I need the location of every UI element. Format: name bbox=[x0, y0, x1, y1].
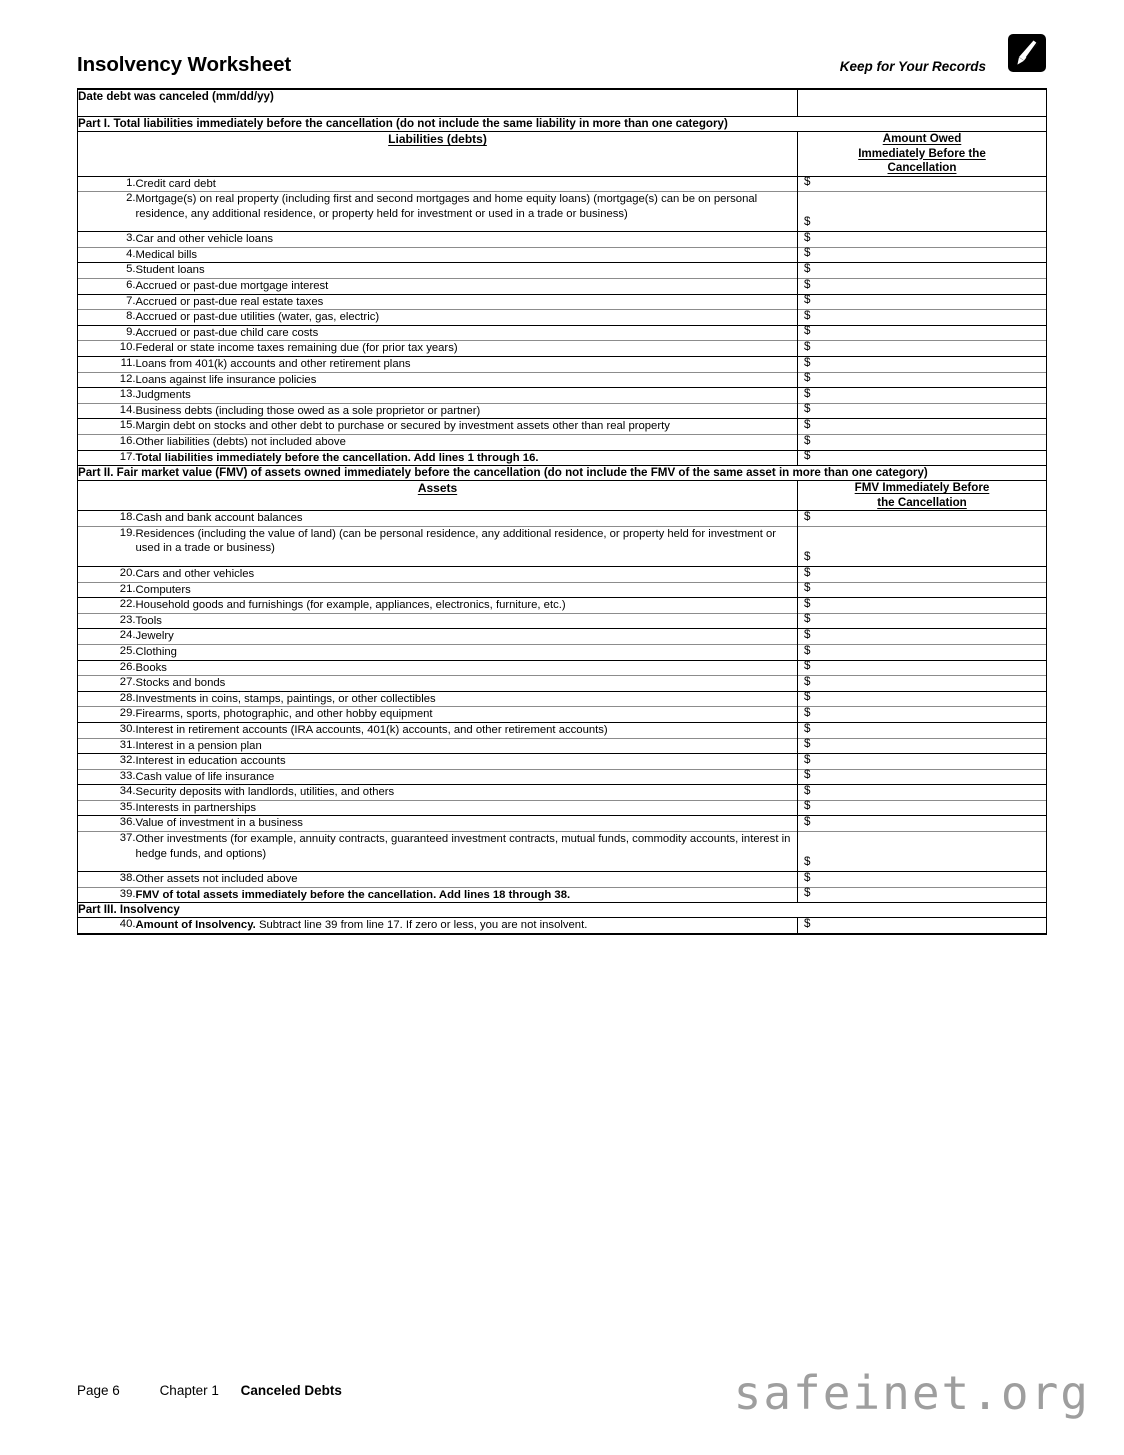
table-row bbox=[78, 738, 1047, 754]
line-number: 17. bbox=[78, 450, 136, 466]
dollar-sign: $ bbox=[804, 340, 811, 354]
line-description: Other assets not included above bbox=[136, 872, 798, 888]
table-row bbox=[78, 629, 1047, 645]
part3-banner: Part III. Insolvency bbox=[78, 903, 1047, 918]
line-number: 12. bbox=[78, 372, 136, 388]
table-row bbox=[78, 887, 1047, 903]
part1-liabilities-header bbox=[78, 132, 798, 177]
line-description: Mortgage(s) on real property (including first and second mortgages and home equity loans) (mortgage(s) can be on personal residence, any additional residence, or property held for investment or used in a trade or business) bbox=[136, 192, 798, 232]
dollar-sign: $ bbox=[804, 627, 811, 641]
line-number: 38. bbox=[78, 872, 136, 888]
dollar-sign: $ bbox=[804, 737, 811, 751]
date-canceled-label: Date debt was canceled (mm/dd/yy) bbox=[78, 89, 798, 117]
line-number: 7. bbox=[78, 294, 136, 310]
dollar-sign: $ bbox=[804, 596, 811, 610]
amount-input-p1-7[interactable] bbox=[798, 294, 1047, 310]
footer-chapter: Chapter 1 bbox=[159, 1383, 219, 1398]
part3-banner-row bbox=[78, 903, 1047, 918]
part1-amount-header-line-1: Amount Owed bbox=[882, 132, 962, 145]
line-number: 32. bbox=[78, 754, 136, 770]
line-description: Clothing bbox=[136, 644, 798, 660]
line-description: Residences (including the value of land) (can be personal residence, any additional residence, or property held for investment or used in a trade or business) bbox=[136, 526, 798, 566]
part2-assets-header bbox=[78, 481, 798, 511]
amount-input-p2-34[interactable] bbox=[798, 785, 1047, 801]
amount-input-p2-30[interactable] bbox=[798, 722, 1047, 738]
line-description: FMV of total assets immediately before the cancellation. Add lines 18 through 38. bbox=[136, 887, 798, 903]
dollar-sign: $ bbox=[804, 324, 811, 338]
table-row bbox=[78, 247, 1047, 263]
line-number: 31. bbox=[78, 738, 136, 754]
line-number: 14. bbox=[78, 403, 136, 419]
insolvency-worksheet-table bbox=[77, 88, 1047, 935]
amount-input-p2-36[interactable] bbox=[798, 816, 1047, 832]
amount-input-p2-38[interactable] bbox=[798, 872, 1047, 888]
dollar-sign: $ bbox=[804, 371, 811, 385]
dollar-sign: $ bbox=[804, 855, 811, 869]
line-number: 10. bbox=[78, 341, 136, 357]
line-number: 15. bbox=[78, 419, 136, 435]
line-number: 34. bbox=[78, 785, 136, 801]
line-number: 9. bbox=[78, 325, 136, 341]
table-row bbox=[78, 676, 1047, 692]
line-number: 35. bbox=[78, 800, 136, 816]
dollar-sign: $ bbox=[804, 612, 811, 626]
table-row bbox=[78, 435, 1047, 451]
amount-input-p1-15[interactable] bbox=[798, 419, 1047, 435]
line-description: Cash value of life insurance bbox=[136, 769, 798, 785]
line-number: 5. bbox=[78, 263, 136, 279]
line-description: Loans from 401(k) accounts and other retirement plans bbox=[136, 357, 798, 373]
dollar-sign: $ bbox=[804, 175, 811, 189]
line-number: 8. bbox=[78, 310, 136, 326]
part1-banner-row bbox=[78, 117, 1047, 132]
table-row bbox=[78, 785, 1047, 801]
table-row bbox=[78, 691, 1047, 707]
table-row bbox=[78, 613, 1047, 629]
dollar-sign: $ bbox=[804, 355, 811, 369]
dollar-sign: $ bbox=[804, 565, 811, 579]
watermark: safeinet.org bbox=[733, 1366, 1090, 1420]
line40-lead: Amount of Insolvency. bbox=[135, 919, 256, 932]
table-row bbox=[78, 357, 1047, 373]
amount-input-p2-29[interactable] bbox=[798, 707, 1047, 723]
dollar-sign: $ bbox=[804, 783, 811, 797]
table-row bbox=[78, 707, 1047, 723]
line-number: 20. bbox=[78, 566, 136, 582]
dollar-sign: $ bbox=[804, 674, 811, 688]
line-number: 16. bbox=[78, 435, 136, 451]
part2-assets-header-text: Assets bbox=[417, 481, 458, 496]
amount-input-p1-13[interactable] bbox=[798, 388, 1047, 404]
table-row bbox=[78, 582, 1047, 598]
dollar-sign: $ bbox=[804, 705, 811, 719]
line-number: 33. bbox=[78, 769, 136, 785]
amount-input-p2-27[interactable] bbox=[798, 676, 1047, 692]
amount-input-p1-6[interactable] bbox=[798, 279, 1047, 295]
table-row bbox=[78, 800, 1047, 816]
footer-page-number: Page 6 bbox=[77, 1383, 120, 1398]
amount-input-p1-17[interactable] bbox=[798, 450, 1047, 466]
line-number: 24. bbox=[78, 629, 136, 645]
line-description: Jewelry bbox=[136, 629, 798, 645]
page-title: Insolvency Worksheet bbox=[77, 53, 292, 76]
table-row bbox=[78, 832, 1047, 872]
amount-input-p1-14[interactable] bbox=[798, 403, 1047, 419]
line-number: 36. bbox=[78, 816, 136, 832]
line-description: Books bbox=[136, 660, 798, 676]
table-row bbox=[78, 372, 1047, 388]
line-description: Medical bills bbox=[136, 247, 798, 263]
dollar-sign: $ bbox=[804, 386, 811, 400]
keep-for-records-note: Keep for Your Records bbox=[839, 59, 986, 74]
line-description: Other liabilities (debts) not included above bbox=[136, 435, 798, 451]
part2-fmv-header-line-1: FMV Immediately Before bbox=[854, 481, 990, 495]
amount-input-p2-37[interactable] bbox=[798, 832, 1047, 872]
dollar-sign: $ bbox=[804, 549, 811, 563]
line-number: 25. bbox=[78, 644, 136, 660]
line-description: Accrued or past-due mortgage interest bbox=[136, 279, 798, 295]
line-number: 28. bbox=[78, 691, 136, 707]
amount-input-p1-4[interactable] bbox=[798, 247, 1047, 263]
line-number: 40. bbox=[78, 918, 136, 934]
dollar-sign: $ bbox=[804, 886, 811, 900]
line-description: Federal or state income taxes remaining due (for prior tax years) bbox=[136, 341, 798, 357]
line-description: Stocks and bonds bbox=[136, 676, 798, 692]
dollar-sign: $ bbox=[804, 262, 811, 276]
table-row bbox=[78, 403, 1047, 419]
dollar-sign: $ bbox=[804, 643, 811, 657]
line-description: Accrued or past-due real estate taxes bbox=[136, 294, 798, 310]
part1-amount-header bbox=[798, 132, 1047, 177]
table-row bbox=[78, 722, 1047, 738]
line-description: Interest in retirement accounts (IRA accounts, 401(k) accounts, and other retirement accounts) bbox=[136, 722, 798, 738]
line40-rest: Subtract line 39 from line 17. If zero or less, you are not insolvent. bbox=[255, 919, 588, 932]
line-description: Cash and bank account balances bbox=[136, 511, 798, 527]
dollar-sign: $ bbox=[804, 752, 811, 766]
part2-banner-row bbox=[78, 466, 1047, 481]
amount-input-p2-28[interactable] bbox=[798, 691, 1047, 707]
dollar-sign: $ bbox=[804, 308, 811, 322]
part2-banner: Part II. Fair market value (FMV) of assets owned immediately before the cancellation (do not include the FMV of the same asset in more than one category) bbox=[78, 466, 1047, 481]
page-header bbox=[77, 52, 1046, 90]
dollar-sign: $ bbox=[804, 799, 811, 813]
amount-input-p2-24[interactable] bbox=[798, 629, 1047, 645]
line-description bbox=[136, 918, 798, 934]
line-number: 11. bbox=[78, 357, 136, 373]
part2-fmv-header bbox=[798, 481, 1047, 511]
pencil-icon bbox=[1008, 34, 1046, 72]
dollar-sign: $ bbox=[804, 277, 811, 291]
table-row bbox=[78, 192, 1047, 232]
table-row bbox=[78, 232, 1047, 248]
page-footer bbox=[77, 1383, 342, 1398]
dollar-sign: $ bbox=[804, 659, 811, 673]
amount-input-p2-31[interactable] bbox=[798, 738, 1047, 754]
line-number: 22. bbox=[78, 598, 136, 614]
line-number: 1. bbox=[78, 176, 136, 192]
table-row bbox=[78, 176, 1047, 192]
table-row bbox=[78, 341, 1047, 357]
dollar-sign: $ bbox=[804, 768, 811, 782]
table-row bbox=[78, 294, 1047, 310]
line-description: Car and other vehicle loans bbox=[136, 232, 798, 248]
table-row bbox=[78, 526, 1047, 566]
table-row bbox=[78, 388, 1047, 404]
line-description: Firearms, sports, photographic, and other hobby equipment bbox=[136, 707, 798, 723]
dollar-sign: $ bbox=[804, 815, 811, 829]
part1-banner: Part I. Total liabilities immediately before the cancellation (do not include the same liability in more than one category) bbox=[78, 117, 1047, 132]
line-description: Loans against life insurance policies bbox=[136, 372, 798, 388]
line-number: 3. bbox=[78, 232, 136, 248]
line-description: Interest in a pension plan bbox=[136, 738, 798, 754]
table-row bbox=[78, 419, 1047, 435]
line-description: Other investments (for example, annuity contracts, guaranteed investment contracts, mutual funds, commodity accounts, interest in hedge funds, and options) bbox=[136, 832, 798, 872]
dollar-sign: $ bbox=[804, 870, 811, 884]
line-number: 29. bbox=[78, 707, 136, 723]
amount-input-p1-10[interactable] bbox=[798, 341, 1047, 357]
amount-input-p2-19[interactable] bbox=[798, 526, 1047, 566]
dollar-sign: $ bbox=[804, 509, 811, 523]
amount-input-p2-25[interactable] bbox=[798, 644, 1047, 660]
line-description: Interest in education accounts bbox=[136, 754, 798, 770]
amount-input-p1-2[interactable] bbox=[798, 192, 1047, 232]
line-description: Tools bbox=[136, 613, 798, 629]
line-description: Investments in coins, stamps, paintings, or other collectibles bbox=[136, 691, 798, 707]
line-number: 19. bbox=[78, 526, 136, 566]
line-description: Accrued or past-due utilities (water, gas, electric) bbox=[136, 310, 798, 326]
line-description: Credit card debt bbox=[136, 176, 798, 192]
date-canceled-input[interactable] bbox=[798, 89, 1047, 117]
dollar-sign: $ bbox=[804, 433, 811, 447]
line-description: Student loans bbox=[136, 263, 798, 279]
line-number: 39. bbox=[78, 887, 136, 903]
dollar-sign: $ bbox=[804, 402, 811, 416]
dollar-sign: $ bbox=[804, 721, 811, 735]
dollar-sign: $ bbox=[804, 449, 811, 463]
dollar-sign: $ bbox=[804, 215, 811, 229]
table-row bbox=[78, 769, 1047, 785]
table-row bbox=[78, 310, 1047, 326]
line-description: Accrued or past-due child care costs bbox=[136, 325, 798, 341]
line-description: Business debts (including those owed as a sole proprietor or partner) bbox=[136, 403, 798, 419]
amount-input-p1-16[interactable] bbox=[798, 435, 1047, 451]
line-number: 13. bbox=[78, 388, 136, 404]
table-row bbox=[78, 263, 1047, 279]
table-row bbox=[78, 279, 1047, 295]
line-number: 21. bbox=[78, 582, 136, 598]
table-row bbox=[78, 644, 1047, 660]
line-number: 18. bbox=[78, 511, 136, 527]
table-row bbox=[78, 450, 1047, 466]
amount-input-p2-22[interactable] bbox=[798, 598, 1047, 614]
dollar-sign: $ bbox=[804, 246, 811, 260]
table-row bbox=[78, 660, 1047, 676]
amount-input-p1-3[interactable] bbox=[798, 232, 1047, 248]
table-row bbox=[78, 511, 1047, 527]
table-row bbox=[78, 754, 1047, 770]
line-description: Cars and other vehicles bbox=[136, 566, 798, 582]
dollar-sign: $ bbox=[804, 917, 811, 931]
date-canceled-row bbox=[78, 89, 1047, 117]
table-row bbox=[78, 816, 1047, 832]
line-description: Household goods and furnishings (for example, appliances, electronics, furniture, etc.) bbox=[136, 598, 798, 614]
amount-input-p1-1[interactable] bbox=[798, 176, 1047, 192]
amount-input-p2-33[interactable] bbox=[798, 769, 1047, 785]
dollar-sign: $ bbox=[804, 581, 811, 595]
part1-column-header-row bbox=[78, 132, 1047, 177]
dollar-sign: $ bbox=[804, 418, 811, 431]
part1-amount-header-line-3: Cancellation bbox=[887, 161, 957, 174]
line-description: Security deposits with landlords, utilities, and others bbox=[136, 785, 798, 801]
dollar-sign: $ bbox=[804, 230, 811, 244]
part2-column-header-row bbox=[78, 481, 1047, 511]
amount-input-p2-23[interactable] bbox=[798, 613, 1047, 629]
amount-input-p2-26[interactable] bbox=[798, 660, 1047, 676]
line-description: Margin debt on stocks and other debt to purchase or secured by investment assets other than real property bbox=[136, 419, 798, 435]
amount-input-p2-39[interactable] bbox=[798, 887, 1047, 903]
table-row bbox=[78, 566, 1047, 582]
line-number: 23. bbox=[78, 613, 136, 629]
amount-input-p1-8[interactable] bbox=[798, 310, 1047, 326]
line-number: 6. bbox=[78, 279, 136, 295]
line-description: Value of investment in a business bbox=[136, 816, 798, 832]
amount-input-p2-35[interactable] bbox=[798, 800, 1047, 816]
amount-input-p2-32[interactable] bbox=[798, 754, 1047, 770]
table-row bbox=[78, 325, 1047, 341]
line-description: Interests in partnerships bbox=[136, 800, 798, 816]
line-number: 37. bbox=[78, 832, 136, 872]
line-description: Computers bbox=[136, 582, 798, 598]
table-row bbox=[78, 918, 1047, 934]
line-description: Judgments bbox=[136, 388, 798, 404]
amount-input-p2-18[interactable] bbox=[798, 511, 1047, 527]
dollar-sign: $ bbox=[804, 690, 811, 704]
table-row bbox=[78, 872, 1047, 888]
line-number: 30. bbox=[78, 722, 136, 738]
line-number: 4. bbox=[78, 247, 136, 263]
line-description: Total liabilities immediately before the cancellation. Add lines 1 through 16. bbox=[136, 450, 798, 466]
amount-input-p1-12[interactable] bbox=[798, 372, 1047, 388]
part1-liabilities-header-text: Liabilities (debts) bbox=[388, 132, 487, 146]
amount-input-p1-5[interactable] bbox=[798, 263, 1047, 279]
amount-input-p2-20[interactable] bbox=[798, 566, 1047, 582]
dollar-sign: $ bbox=[804, 293, 811, 307]
line-number: 27. bbox=[78, 676, 136, 692]
table-row bbox=[78, 598, 1047, 614]
amount-input-p3-40[interactable] bbox=[798, 918, 1047, 934]
part1-amount-header-line-2: Immediately Before the bbox=[858, 146, 986, 160]
amount-input-p1-9[interactable] bbox=[798, 325, 1047, 341]
footer-chapter-title: Canceled Debts bbox=[240, 1383, 342, 1398]
part2-fmv-header-line-2: the Cancellation bbox=[877, 495, 967, 509]
amount-input-p1-11[interactable] bbox=[798, 357, 1047, 373]
line-number: 26. bbox=[78, 660, 136, 676]
line-number: 2. bbox=[78, 192, 136, 232]
amount-input-p2-21[interactable] bbox=[798, 582, 1047, 598]
